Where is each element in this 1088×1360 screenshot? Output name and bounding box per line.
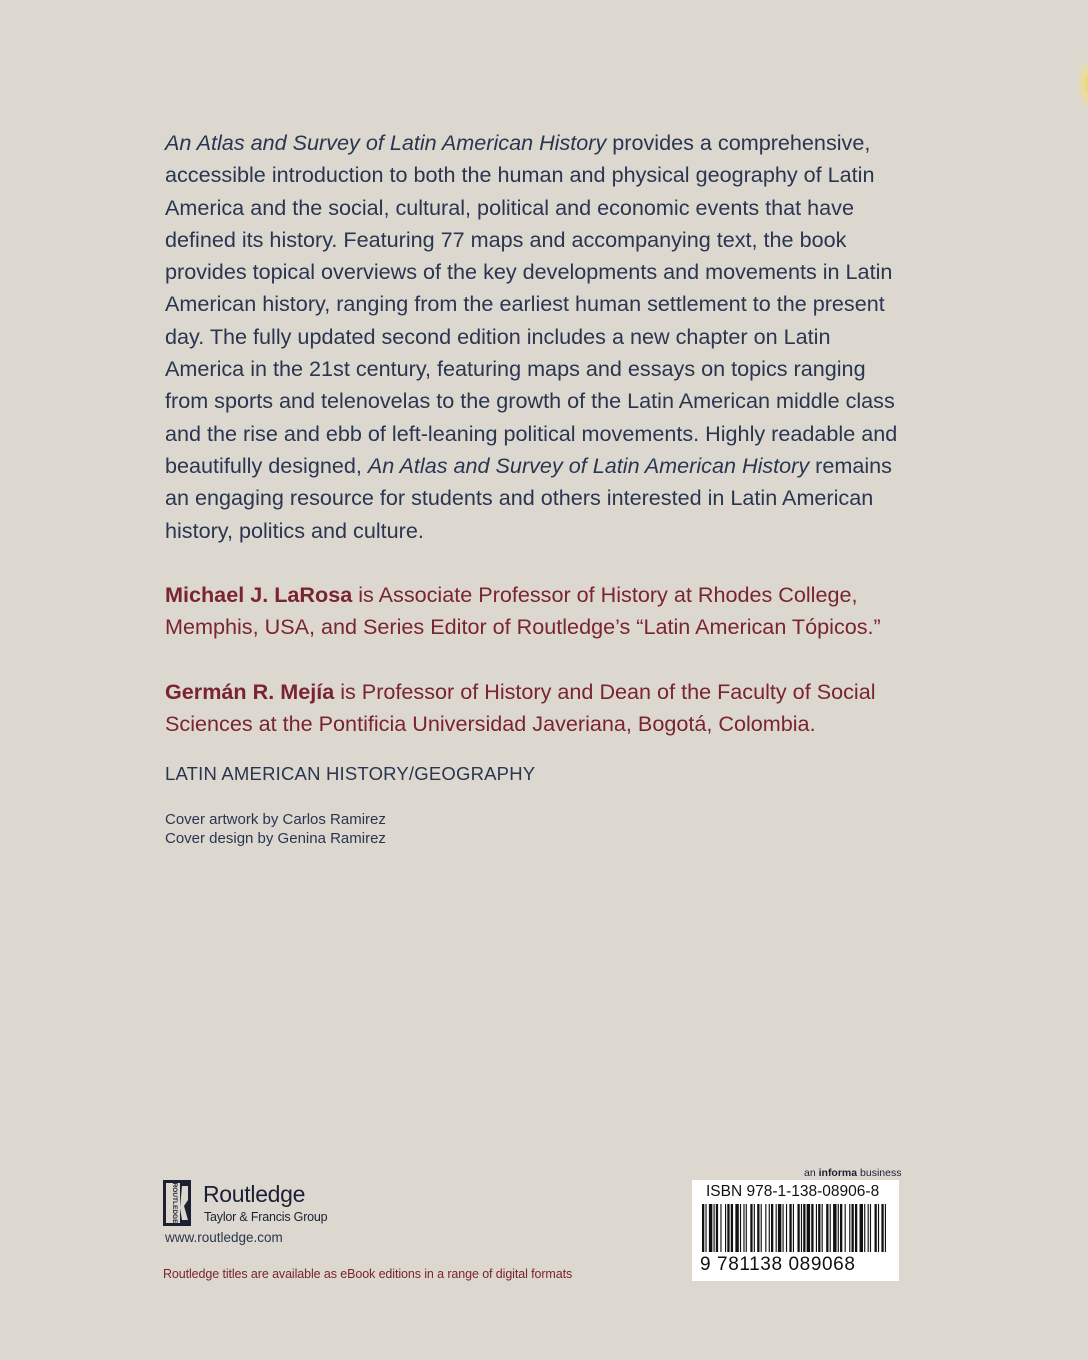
barcode-bar (714, 1204, 715, 1252)
barcode-bar (878, 1204, 879, 1252)
barcode-bar (840, 1204, 842, 1252)
author-name: Germán R. Mejía (165, 679, 335, 704)
subject-category: LATIN AMERICAN HISTORY/GEOGRAPHY (165, 763, 536, 784)
barcode-bar (811, 1204, 813, 1252)
barcode-bar (885, 1204, 886, 1252)
barcode-bar (855, 1204, 857, 1252)
barcode-bar (727, 1204, 729, 1252)
informa-prefix: an (804, 1167, 819, 1179)
barcode-bar (818, 1204, 820, 1252)
publisher-group: Taylor & Francis Group (204, 1210, 328, 1224)
barcode-bar (754, 1204, 755, 1252)
barcode-bar (757, 1204, 759, 1252)
barcode-bar (702, 1204, 704, 1252)
barcode-bar (786, 1204, 787, 1252)
barcode-bar (852, 1204, 854, 1252)
book-title-italic-2: An Atlas and Survey of Latin American History (367, 452, 810, 478)
barcode-bar (875, 1204, 877, 1252)
barcode-bar (743, 1204, 744, 1252)
barcode-bar (870, 1204, 871, 1252)
barcode-bar (830, 1204, 831, 1252)
publisher-name: Routledge (203, 1181, 306, 1207)
barcode-bar (771, 1204, 773, 1252)
barcode-bar (826, 1204, 828, 1252)
barcode-bar (735, 1204, 738, 1252)
description-text-2: remains an engaging resource for students and others interested in Latin American history, politics and culture. (165, 452, 892, 543)
cover-design-credit: Cover design by Genina Ramirez (165, 830, 386, 847)
publisher-logo (163, 1180, 363, 1230)
ebook-availability-note: Routledge titles are available as eBook editions in a range of digital formats (163, 1267, 573, 1281)
barcode-bar (822, 1204, 823, 1252)
barcode-bar (845, 1204, 846, 1252)
barcode-bar (868, 1204, 869, 1252)
barcode-bar (783, 1204, 784, 1252)
decorative-corner-accent (1078, 60, 1088, 108)
publisher-website: www.routledge.com (165, 1230, 283, 1245)
barcode-bar (705, 1204, 706, 1252)
barcode-bar (776, 1204, 777, 1252)
barcode-bar (709, 1204, 712, 1252)
barcode-bar (833, 1204, 836, 1252)
barcode-bar (725, 1204, 726, 1252)
cover-artwork-credit: Cover artwork by Carlos Ramirez (165, 811, 386, 828)
barcode-bar (797, 1204, 799, 1252)
barcode-bar (803, 1204, 805, 1252)
barcode-bars (692, 1202, 899, 1254)
isbn-barcode (692, 1180, 899, 1281)
author-bio-mejia (165, 676, 925, 740)
barcode-digits: 9 781138 089068 (700, 1254, 856, 1275)
book-description (165, 127, 905, 547)
barcode-bar (740, 1204, 741, 1252)
barcode-bar (807, 1204, 810, 1252)
barcode-bar (731, 1204, 733, 1252)
barcode-bar (761, 1204, 762, 1252)
barcode-bar (720, 1204, 721, 1252)
barcode-bar (793, 1204, 794, 1252)
logo-mark-text: ROUTLEDGE (171, 1182, 178, 1224)
barcode-bar (864, 1204, 865, 1252)
description-text-1: provides a comprehensive, accessible introduction to both the human and physical geography of Latin America and the social, cultural, political and economic events that have defined its history. Featuring 77 maps and accompanying text, the book provides topical overviews of the key developments and movements in Latin American history, ranging from the earliest human settlement to the present day. The fully updated second edition includes a new chapter on Latin America in the 21st century, featuring maps and essays on topics ranging from sports and telenovelas to the growth of the Latin American middle class and the rise and ebb of left-leaning political movements. Highly readable and beautifully designed, (165, 130, 898, 478)
author-bio-text: is Associate Professor of History at Rhodes College, Memphis, USA, and Series Editor of Routledge’s “Latin American Tópicos.” (165, 582, 881, 639)
author-name: Michael J. LaRosa (165, 582, 353, 607)
barcode-bar (816, 1204, 817, 1252)
informa-suffix: business (857, 1167, 902, 1179)
barcode-bar (778, 1204, 781, 1252)
barcode-bar (746, 1204, 747, 1252)
barcode-bar (849, 1204, 850, 1252)
barcode-bar (769, 1204, 770, 1252)
author-bio-larosa (165, 579, 925, 643)
barcode-bar (881, 1204, 883, 1252)
isbn-label: ISBN 978-1-138-08906-8 (706, 1183, 880, 1200)
informa-business-tag (804, 1167, 901, 1179)
barcode-bar (801, 1204, 802, 1252)
barcode-bar (789, 1204, 791, 1252)
routledge-logo-icon (163, 1180, 191, 1226)
book-title-italic: An Atlas and Survey of Latin American History (165, 130, 607, 155)
barcode-bar (838, 1204, 839, 1252)
barcode-bar (765, 1204, 766, 1252)
barcode-bar (860, 1204, 863, 1252)
barcode-bar (750, 1204, 752, 1252)
barcode-bar (716, 1204, 718, 1252)
informa-brand: informa (818, 1167, 858, 1179)
author-bio-text: is Professor of History and Dean of the Faculty of Social Sciences at the Pontificia Universidad Javeriana, Bogotá, Colombia. (165, 679, 876, 736)
